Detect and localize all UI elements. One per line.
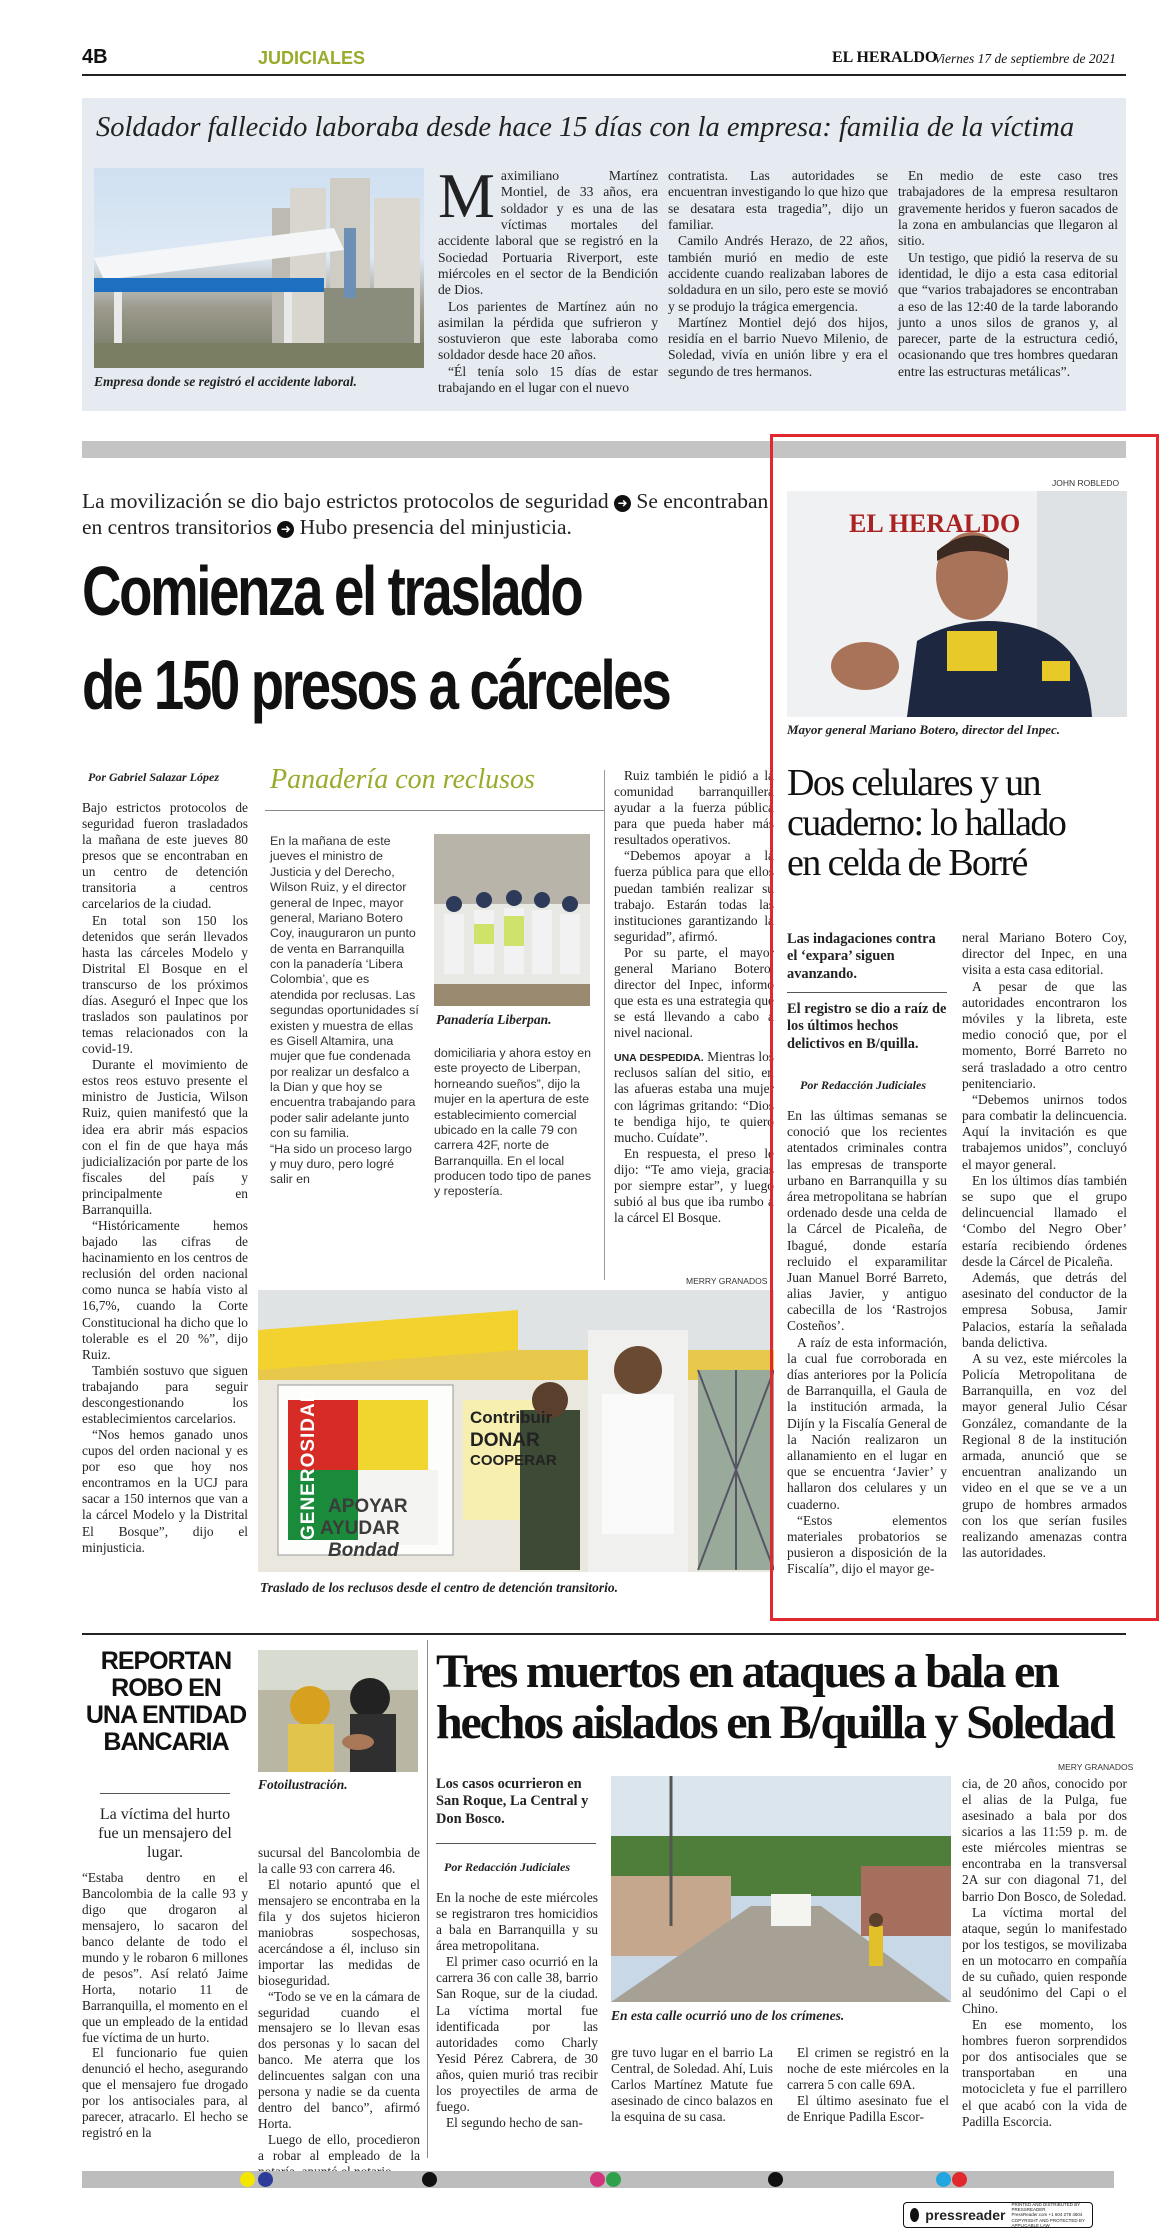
boxed-byline: Por Redacción Judiciales: [800, 1078, 926, 1092]
top-story-col1: [438, 160, 658, 396]
arrow-right-icon: ➜: [277, 521, 294, 538]
subhead-despedida: UNA DESPEDIDA.: [614, 1052, 704, 1065]
main-col3-p2: “Debemos apoyar a la fuerza pública para que ellos puedan también realizar su trabajo. Estarán todas las instituciones garantizando la seguridad”, afirmó.: [614, 848, 774, 944]
boxed-photo-credit: JOHN ROBLEDO: [1052, 478, 1120, 488]
bottom-col3-p1: El crimen se registró en la noche de este miércoles en la carrera 5 con calle 69A.: [787, 2045, 949, 2093]
robbery-photo-caption: Fotoilustración.: [258, 1777, 348, 1792]
main-col3-p5: En respuesta, el preso le dijo: “Te amo vieja, gracias por siempre estar”, y luego subió al bus que iba rumbo a la cárcel El Bosque.: [614, 1145, 774, 1226]
boxed-headline-line3: en celda de Borré: [787, 841, 1027, 884]
boxed-deck-rule: [787, 992, 947, 993]
main-story-col3: [614, 768, 774, 1226]
street-photo-art: [611, 1776, 951, 2002]
bank-col2-p4: Luego de ello, procedieron a robar al empleado de la: [258, 2132, 420, 2164]
main-col3-p1: Ruiz también le pidió a la comunidad barranquillera ayudar a la fuerza pública para que pueda haber más resultados operativos.: [614, 768, 774, 848]
main-col3-despedida-text: Mientras los reclusos salían del sitio, en las afueras estaba una mujer con lágrimas gritando: “Dios te bendiga hijo, te quiero mucho. Cuídate”.: [614, 1049, 774, 1145]
sign-cooperar: COOPERAR: [470, 1452, 557, 1469]
bank-col2-p3: “Todo se ve en la cámara de seguridad cuando el mensajero se lo llevan esas dos personas y lo sacan del banco. Me aterra que los delincuentes salgan con una persona y nadie se da cuenta dentro del banco”, afirmó Horta.: [258, 1988, 420, 2132]
director-photo-caption: Mayor general Mariano Botero, director del Inpec.: [787, 722, 1060, 737]
silo-photo: [94, 168, 424, 368]
boxed-col2-p2: A pesar de que las autoridades encontraron los móviles y la libreta, este medio conoció que, por el momento, Borré Barreto no será trasladado a otro centro penitenciario.: [962, 978, 1127, 1091]
bottom-headline-line1: Tres muertos en ataques a bala en: [436, 1645, 1058, 1698]
bottom-deck-rule: [436, 1843, 596, 1844]
bottom-col1-p1: En la noche de este miércoles se registraron tres homicidios a bala en Barranquilla y su área metropolitana.: [436, 1890, 598, 1954]
pressreader-badge: [903, 2202, 1093, 2228]
main-col3-p4: [614, 1049, 774, 1145]
top-story-box: [82, 98, 1126, 411]
sidebar-col1-p2: “Ha sido un proceso largo y muy duro, pero logré salir en: [270, 1141, 412, 1187]
main-col3-p3: Por su parte, el mayor general Mariano Botero, director del Inpec, informó que esta es una estrategia que se está llevando a cabo a nivel nacional.: [614, 944, 774, 1041]
bakery-photo: [434, 834, 590, 1006]
street-photo: [611, 1776, 951, 2002]
top-col1-p1: aximiliano Martínez Montiel, de 33 años, era soldador y es una de las víctimas mortales del accidente laboral que se registró en la Sociedad Portuaria Riverport, este miércoles en el sector de la Bendición de Dios.: [438, 168, 658, 298]
top-story-headline: Soldador fallecido laboraba desde hace 15 días con la empresa: familia de la víctima: [96, 112, 1075, 143]
sidebar-col1-p1: En la mañana de este jueves el ministro de Justicia y del Derecho, Wilson Ruiz, y el director general de Inpec, mayor general, Mariano Botero Coy, inauguraron un punto de venta en Barranquilla con la panadería ‘Libera Colombia’, que es atendida por reclusas. Las segundas oportunidades sí existen y muestra de ellas es Gisell Altamira, una mujer que fue condenada por realizar un desfalco a la Dian y que hoy se encuentra trabajando para poder salir adelante junto con su familia.: [270, 834, 419, 1141]
bank-headline-line3: UNA ENTIDAD: [85, 1701, 247, 1729]
bottom-col3: [787, 2045, 949, 2125]
boxed-col2-p3: “Debemos unirnos todos para combatir la delincuencia. Aquí la invitación es que trabajemos unidos”, concluyó el mayor general.: [962, 1091, 1127, 1172]
main-headline-line2: de 150 presos a cárceles: [82, 646, 670, 724]
bakery-photo-art: [434, 834, 590, 1006]
bank-col2-p2: El notario apuntó que el mensajero se encontraba en la fila y dos sujetos hicieron maniobras sospechosas, acercándose a él, incluso sin importar las medidas de bioseguridad.: [258, 1876, 420, 1988]
bottom-col1: [436, 1890, 598, 2131]
bottom-col1-p3: El segundo hecho de san-: [446, 2115, 583, 2131]
bottom-section-rule: [82, 1633, 1126, 1635]
main-headline-line1: Comienza el traslado: [82, 552, 582, 630]
top-col1-p2: Los parientes de Martínez aún no asimilan la pérdida que sufrieron y sostuvieron que este laboraba como soldador desde hace 20 años.: [438, 298, 658, 363]
kicker-part-1: La movilización se dio bajo estrictos protocolos de seguridad: [82, 489, 609, 513]
robbery-photo-art: [258, 1650, 418, 1772]
sidebar-col2-p1: domiciliaria y ahora estoy en este proyecto de Liberpan, horneando sueños”, dijo la mujer en la apertura de este establecimiento comercial ubicado en la calle 79 con carrera 42F, norte de Barranquilla. En el local producen todo tipo de panes y repostería.: [434, 1046, 592, 1199]
boxed-col1-p1: En las últimas semanas se conoció que los recientes atentados criminales contra las empresas de transporte urbano en Barranquilla y su área metropolitana se habrían ordenado desde una celda de la Cárcel de Picaleña, de Ibagué, donde estaría recluido el exparamilitar Juan Manuel Borré Barreto, alias Javier, y antiguo cabecilla de los ‘Rastrojos Costeños’.: [787, 1108, 947, 1334]
top-story-col2: [668, 168, 888, 380]
top-col2-p3: Martínez Montiel dejó dos hijos, residía en el barrio Nuevo Milenio, de Soledad, vivía en unión libre y era el segundo de tres hermanos.: [668, 314, 888, 379]
pressreader-legal: [1011, 2202, 1086, 2228]
boxed-col2-p1: neral Mariano Botero Coy, director del Inpec, en una visita a esta casa editorial.: [962, 930, 1127, 978]
registration-dot-yellow: [240, 2172, 255, 2187]
bottom-col4-p1: cia, de 20 años, conocido por el alias de la Pulga, fue asesinado a bala por dos sicarios a las 11:59 p. m. de este miércoles mientras se encontraba en la transversal 2A sur con diagonal 71, del barrio Don Bosco, de Soledad.: [962, 1776, 1127, 1904]
silo-photo-art: [94, 168, 424, 368]
kicker-part-3: Hubo presencia del minjusticia.: [299, 514, 572, 539]
bank-col1-p2: El funcionario fue quien denunció el hecho, asegurando que el mensajero fue drogado por los antisociales para, al parecer, atracarlo. El hecho se registró en la: [82, 2045, 248, 2141]
main-col1-p3: Durante el movimiento de estos reos estuvo presente el ministro de Justicia, Wilson Ruiz, quien manifestó que la idea era abrir más espacios con el fin de que haya más judicialización por parte de los fiscales del país y principalmente en Barranquilla.: [82, 1057, 248, 1217]
sign-bondad: Bondad: [328, 1540, 399, 1561]
main-byline: Por Gabriel Salazar López: [88, 770, 220, 784]
bank-col2-p1: sucursal del Bancolombia de la calle 93 con carrera 46.: [258, 1845, 420, 1876]
sign-donar: DONAR: [470, 1430, 540, 1451]
bottom-deck: Los casos ocurrieron en San Roque, La Central y Don Bosco.: [436, 1776, 589, 1827]
section-name: JUDICIALES: [258, 48, 366, 68]
bottom-col3-p2: El último asesinato fue el de Enrique Padilla Escor-: [787, 2093, 949, 2125]
bank-headline-line4: BANCARIA: [103, 1728, 229, 1756]
pressreader-icon: [910, 2208, 919, 2222]
registration-dot-red: [952, 2172, 967, 2187]
main-col1-p2: En total son 150 los detenidos que serán llevados hasta las cárceles Modelo y Distrital El Bosque en el transcurso de los próximos días. Aseguró el Inpec que los traslados son paulatinos por temas relacionados con la covid-19.: [82, 912, 248, 1057]
header-rule: [82, 74, 1126, 76]
bottom-headline: [436, 1646, 1136, 1749]
main-col1-p4: “Históricamente hemos bajado las cifras de hacinamiento en los centros de reclusión del orden nacional como nunca se había visto al 16,7%, cuando la Corte Constitucional ha dicho que lo tolerable es el 20 %”, dijo Ruiz.: [82, 1218, 248, 1362]
director-photo: [787, 491, 1127, 717]
pressreader-phone: +1 604 278 4604: [1048, 2212, 1083, 2218]
pressreader-small: PRINTED AND DISTRIBUTED BY PRESSREADER: [1011, 2202, 1081, 2213]
drop-cap: M: [438, 160, 495, 231]
registration-dot-magenta: [590, 2172, 605, 2187]
masthead-brand: EL HERALDO: [832, 49, 938, 66]
boxed-col2-p6: A su vez, este miércoles la Policía Metropolitana de Barranquilla, en voz del mayor general Julio César González, comandante de la Regional 8 de la institución armada, anunció que se encuentran analizando un video en el que se ve a un grupo de hombres armados con los que serían fusiles realizando amenazas contra las autoridades.: [962, 1350, 1127, 1561]
bank-headline-line1: REPORTAN: [100, 1647, 232, 1675]
silo-photo-caption: Empresa donde se registró el accidente laboral.: [94, 374, 357, 389]
registration-dot-black: [422, 2172, 437, 2187]
bottom-col4-p3: En ese momento, los hombres fueron sorprendidos por dos antisociales que se transportaban en una motocicleta y fue el parrillero el que acabó con la vida de Padilla Escorcia.: [962, 2017, 1127, 2129]
boxed-deck-1: Las indagaciones contra el ‘expara’ siguen avanzando.: [787, 931, 936, 982]
bottom-byline: Por Redacción Judiciales: [444, 1860, 570, 1874]
bottom-headline-line2: hechos aislados en B/quilla y Soledad: [436, 1696, 1114, 1750]
main-col1-p6: “Nos hemos ganado unos cupos del orden nacional y es por eso que hoy nos encontramos en la UCJ para sacar a 150 internos que van a la cárcel Modelo y la Distrital El Bosque”, dijo el minjusticia.: [82, 1427, 248, 1555]
registration-dot-black-2: [768, 2172, 783, 2187]
main-story-col1: [82, 800, 248, 1556]
bottom-vertical-rule: [427, 1640, 428, 2158]
pressreader-brand: pressreader: [925, 2207, 1006, 2223]
boxed-headline-line1: Dos celulares y un: [787, 762, 1040, 804]
bottom-col4: [962, 1776, 1127, 2130]
bank-headline-rule: [100, 1793, 230, 1794]
kicker-part-2: Se encontraban en centros transitorios: [82, 489, 769, 539]
main-col1-p1: Bajo estrictos protocolos de seguridad fueron trasladados la mañana de este jueves 80 presos que se encontraban en un centro de detención transitoria a centros carcelarios de la ciudad.: [82, 800, 248, 912]
sign-contribuir: Contribuir: [470, 1408, 553, 1427]
boxed-deck-2: El registro se dio a raíz de los últimos hechos delictivos en B/quilla.: [787, 1001, 947, 1052]
pressreader-copyright: COPYRIGHT AND PROTECTED BY APPLICABLE LAW: [1011, 2217, 1085, 2228]
bottom-col4-p2: La víctima mortal del ataque, según lo manifestado por los testigos, se movilizaba en un motocarro en compañía de su cuñado, quien responde al seudónimo del Capi o el Chino.: [962, 1904, 1127, 2017]
bank-deck: La víctima del hurto fue un mensajero del lugar.: [98, 1806, 232, 1862]
top-col2-p2: Camilo Andrés Herazo, de 22 años, también murió en medio de este accidente cuando realizaban labores de soldadura en un silo, pero este se movió y se produjo la trágica emergencia.: [668, 233, 888, 314]
bank-col1: [82, 1870, 248, 2141]
transfer-photo-caption: Traslado de los reclusos desde el centro de detención transitorio.: [260, 1580, 618, 1595]
sidebar-title-rule: [265, 810, 605, 811]
pressreader-url: PressReader.com: [1011, 2212, 1048, 2218]
bottom-col1-p2: El primer caso ocurrió en la carrera 36 con calle 38, barrio San Roque, sur de la ciudad. La víctima mortal fue identificada por las autoridades como Charly Yesid Pérez Cabrera, de 30 años, quien murió tras recibir los proyectiles de arma de fuego.: [436, 1954, 598, 2115]
bottom-col2: [611, 2045, 773, 2125]
main-col1-p5: También sostuvo que siguen trabajando para seguir descongestionando los establecimientos carcelarios.: [82, 1362, 248, 1426]
sidebar-col1: [270, 834, 420, 1188]
bank-col2: [258, 1845, 420, 2180]
boxed-col2: [962, 930, 1127, 1561]
registration-dot-blue: [258, 2172, 273, 2187]
sign-generosidad: GENEROSIDAD: [298, 1387, 319, 1540]
bank-headline: [82, 1648, 250, 1756]
main-photo-credit: MERRY GRANADOS: [686, 1276, 768, 1286]
page-date: Viernes 17 de septiembre de 2021: [934, 51, 1116, 66]
boxed-col2-p4: En los últimos días también se supo que el grupo delincuencial llamado el ‘Combo del Negro Ober’ estaría recibiendo órdenes desde la Cárcel de Picaleña.: [962, 1172, 1127, 1269]
sidebar-col2: [434, 1046, 594, 1200]
robbery-photo: [258, 1650, 418, 1772]
boxed-headline: [787, 764, 1127, 884]
boxed-col1-p3: “Estos elementos materiales probatorios se pusieron a disposición de la Fiscalía”, dijo el mayor ge-: [787, 1512, 947, 1577]
registration-dot-cyan: [936, 2172, 951, 2187]
top-col3-p2: Un testigo, que pidió la reserva de su identidad, le dijo a esta casa editorial que “varios trabajadores se encontraban a eso de las 12:40 de la tarde laborando junto a unos silos de granos y, al parecer, parte de la estructura cedió, ocasionando que tres hombres quedaran entre las estructuras metálicas”.: [898, 249, 1118, 379]
bottom-photo-credit: MERY GRANADOS: [1058, 1762, 1134, 1772]
street-photo-caption: En esta calle ocurrió uno de los crímenes.: [611, 2008, 845, 2023]
bakery-photo-caption: Panadería Liberpan.: [436, 1012, 552, 1027]
boxed-col1-p2: A raíz de esta información, la cual fue corroborada en días anteriores por la Policía de Barranquilla, el Gaula de la institución armada, la Dijín y la Fiscalía General de la Nación realizaron un allanamiento en el lugar en que se encuentra ‘Javier’ y hallaron dos celulares y un cuaderno.: [787, 1334, 947, 1512]
sign-apoyar: APOYAR: [328, 1496, 408, 1517]
main-col-divider: [604, 770, 605, 1280]
bank-headline-line2: ROBO EN: [111, 1674, 221, 1702]
sidebar-title: Panadería con reclusos: [270, 764, 535, 795]
main-story-kicker: [82, 489, 772, 541]
page-number: 4B: [82, 46, 108, 68]
bank-col1-p1: “Estaba dentro en el Bancolombia de la calle 93 y digo que drogaron al mensajero, lo sacaron del banco delante de todo el mundo y le robaron 6 millones de pesos”. Así relató Jaime Horta, notario 11 de Barranquilla, el momento en el que un empleado de la entidad fue víctima de un hurto.: [82, 1870, 248, 2045]
registration-dot-green: [606, 2172, 621, 2187]
boxed-col1: [787, 1108, 947, 1577]
top-col2-p1: contratista. Las autoridades se encuentran investigando lo que hizo que se desatara esta tragedia”, dijo un familiar.: [668, 168, 888, 232]
bottom-col2-p1: gre tuvo lugar en el barrio La Central, de Soledad. Ahí, Luis Carlos Martínez Matute fue asesinado de cinco balazos en la esquina de su casa.: [611, 2045, 773, 2125]
top-story-col3: [898, 168, 1118, 380]
prisoner-transfer-photo: [258, 1290, 774, 1572]
boxed-col2-p5: Además, que detrás del asesinato del conductor de la empresa Sobusa, Jamir Palacios, estaría la señalada banda delictiva.: [962, 1269, 1127, 1350]
arrow-right-icon: ➜: [614, 495, 631, 512]
sign-ayudar: AYUDAR: [320, 1518, 400, 1539]
top-col1-p3: “Él tenía solo 15 días de estar trabajando en el lugar con el nuevo: [438, 363, 658, 396]
wall-logo-text: EL HERALDO: [849, 509, 1021, 538]
top-col3-p1: En medio de este caso tres trabajadores de la empresa resultaron gravemente heridos y fueron sacados de la zona en ambulancias que llegaron al sitio.: [898, 168, 1118, 249]
boxed-headline-line2: cuaderno: lo hallado: [787, 801, 1066, 844]
